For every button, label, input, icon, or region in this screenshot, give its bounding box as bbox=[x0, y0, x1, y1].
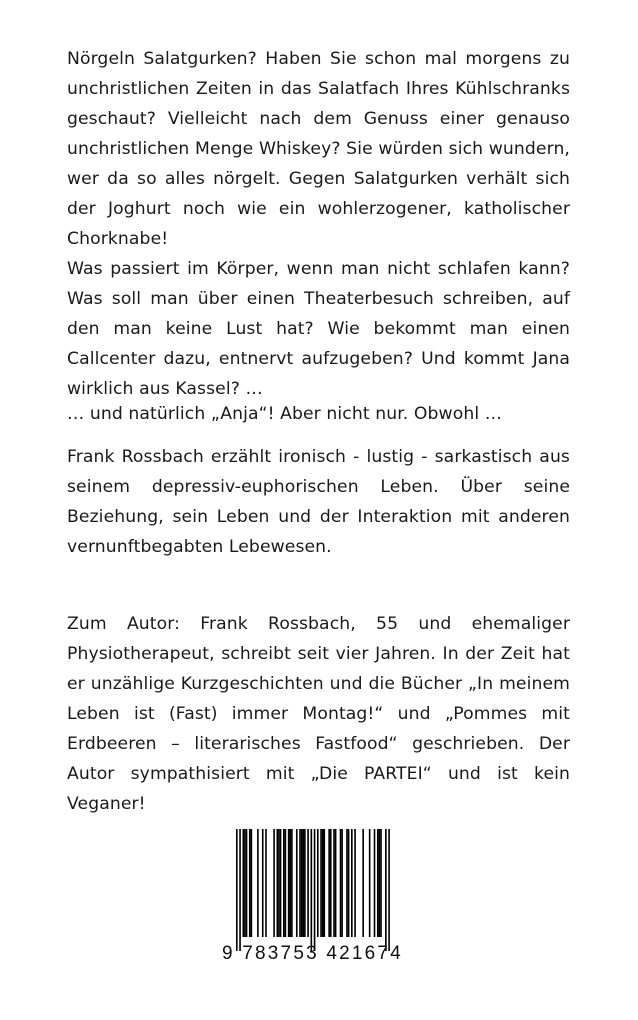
barcode-bar-38 bbox=[348, 829, 350, 937]
barcode-bar-48 bbox=[388, 829, 390, 951]
barcode-bar-18 bbox=[291, 829, 293, 937]
barcode-bar-19 bbox=[296, 829, 298, 937]
barcode-bar-21 bbox=[301, 829, 303, 937]
barcode-bar-17 bbox=[289, 829, 291, 937]
blurb-paragraph-1: Nörgeln Salatgurken? Haben Sie schon mal morgens zu unchristlichen Zeiten in das Salatfach Ihres Kühlschranks geschaut? Vielleicht nach dem Genuss einer genauso unchristlichen Menge Whiskey? Sie würden sich wundern, wer da so alles nörgelt. Gegen Salatgurken verhält sich der Joghurt noch wie ein wohlerzogener, katholischer Chorknabe! bbox=[67, 49, 570, 249]
barcode-bar-32 bbox=[330, 829, 332, 937]
barcode-bar-27 bbox=[317, 829, 319, 937]
barcode-bar-8 bbox=[262, 829, 264, 937]
barcode-bar-34 bbox=[335, 829, 337, 937]
barcode-bar-14 bbox=[283, 829, 285, 937]
barcode-bar-37 bbox=[346, 829, 348, 937]
barcode-bar-16 bbox=[288, 829, 290, 937]
barcode-bar-2 bbox=[242, 829, 244, 937]
barcode-bar-7 bbox=[257, 829, 259, 937]
barcode-bar-44 bbox=[377, 829, 379, 937]
barcode-bar-41 bbox=[362, 829, 364, 937]
barcode-bar-15 bbox=[285, 829, 287, 937]
barcode-bar-28 bbox=[320, 829, 322, 937]
barcode-bar-39 bbox=[351, 829, 353, 937]
barcode-bar-0 bbox=[236, 829, 238, 951]
author-bio: Zum Autor: Frank Rossbach, 55 und ehemaliger Physiotherapeut, schreibt seit vier Jahren. In der Zeit hat er unzählige Kurzgeschichten und die Bücher „In meinem Leben ist (Fast) immer Montag!“ und „Pommes mit Erdbeeren – literarisches Fastfood“ geschrieben. Der Autor sympathisiert mit „Die PARTEI“ und ist kein Veganer! bbox=[67, 614, 570, 814]
barcode-bar-5 bbox=[249, 829, 251, 937]
barcode-bar-25 bbox=[311, 829, 313, 951]
barcode-bar-9 bbox=[265, 829, 267, 937]
barcode-bar-33 bbox=[333, 829, 335, 937]
barcode-bar-45 bbox=[379, 829, 381, 937]
barcode-bar-11 bbox=[277, 829, 279, 937]
isbn-number: 9 783753 421674 bbox=[222, 943, 403, 964]
barcode-bar-12 bbox=[278, 829, 280, 937]
barcode-bar-13 bbox=[280, 829, 282, 937]
blurb-paragraph-2: Was passiert im Körper, wenn man nicht schlafen kann? Was soll man über einen Theaterbesuch schreiben, auf den man keine Lust hat? Wie bekommt man einen Callcenter dazu, entnervt aufzugeben? Und kommt Jana wirklich aus Kassel? … bbox=[67, 259, 570, 399]
barcode-bar-40 bbox=[354, 829, 356, 937]
barcode-bar-42 bbox=[369, 829, 371, 937]
barcode-bar-26 bbox=[314, 829, 316, 951]
barcode-bar-36 bbox=[341, 829, 343, 937]
barcode-bar-43 bbox=[374, 829, 376, 937]
barcode-bar-31 bbox=[328, 829, 330, 937]
barcode-bar-30 bbox=[323, 829, 325, 937]
barcode-bar-35 bbox=[340, 829, 342, 937]
barcode-bar-6 bbox=[251, 829, 253, 937]
barcode-bar-24 bbox=[307, 829, 309, 937]
barcode-bar-4 bbox=[246, 829, 248, 937]
barcode-bar-1 bbox=[239, 829, 241, 951]
barcode-bar-23 bbox=[304, 829, 306, 937]
barcode-bar-3 bbox=[244, 829, 246, 937]
barcode-bar-20 bbox=[299, 829, 301, 937]
barcode-bar-46 bbox=[380, 829, 382, 937]
barcode-bar-29 bbox=[322, 829, 324, 937]
barcode-bar-10 bbox=[273, 829, 275, 937]
barcode-bar-47 bbox=[385, 829, 387, 951]
barcode-bar-22 bbox=[302, 829, 304, 937]
blurb-paragraph-4: Frank Rossbach erzählt ironisch - lustig - sarkastisch aus seinem depressiv-euphorischen Leben. Über seine Beziehung, sein Leben und der Interaktion mit anderen vernunftbegabten Lebewesen. bbox=[67, 447, 570, 557]
blurb-paragraph-3: … und natürlich „Anja“! Aber nicht nur. Obwohl … bbox=[67, 404, 503, 424]
